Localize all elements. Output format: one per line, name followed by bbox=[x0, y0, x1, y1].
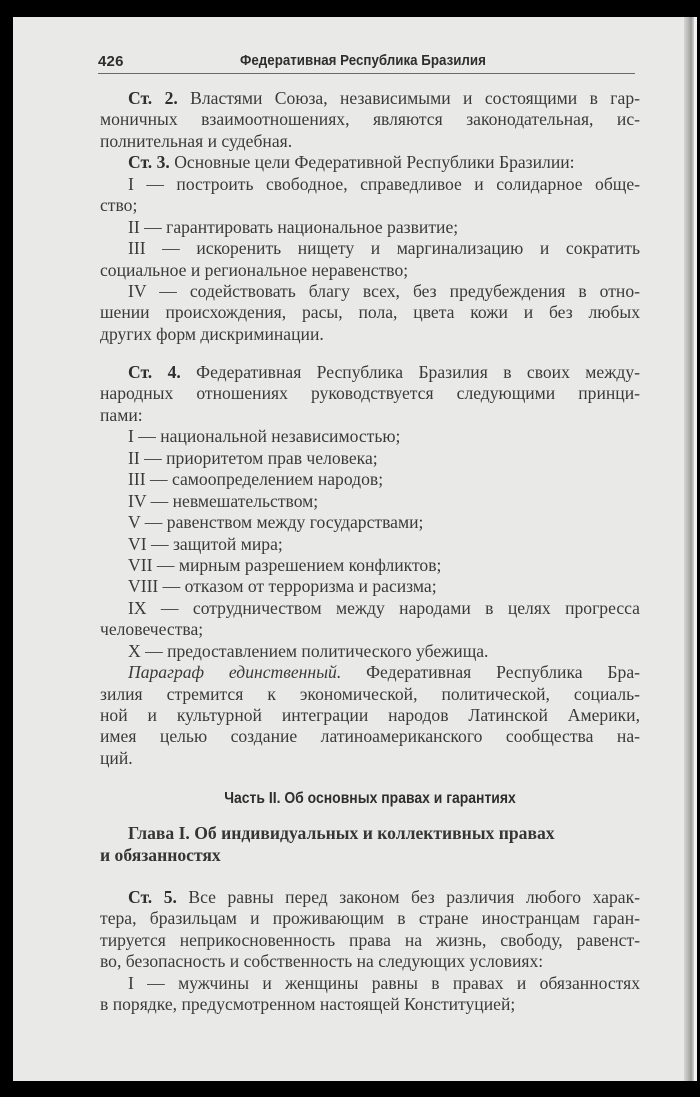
art4-label: Ст. 4. bbox=[128, 362, 181, 382]
art4-item-9-line-1: IX — сотрудничеством между народами в целях прогресса bbox=[128, 597, 640, 618]
art3-item-2: II — гарантировать национальное развитие; bbox=[128, 216, 459, 237]
art4-line-3: пами: bbox=[100, 404, 143, 425]
article-5 bbox=[100, 887, 640, 1016]
art4-item-4: IV — невмешательством; bbox=[128, 490, 319, 511]
art4-item-8: VIII — отказом от терроризма и расизма; bbox=[128, 576, 437, 597]
article-4 bbox=[100, 362, 640, 769]
page-spine-shadow bbox=[684, 17, 694, 1081]
art4-item-2: II — приоритетом прав человека; bbox=[128, 447, 378, 468]
chapter-heading bbox=[100, 822, 640, 866]
page-number: 426 bbox=[98, 53, 124, 70]
art3-item-4-line-1: IV — содействовать благу всех, без предубеждения в отно- bbox=[128, 280, 640, 301]
art3-item-4-line-3: других форм дискриминации. bbox=[100, 323, 324, 344]
art4-item-5: V — равенством между государствами; bbox=[128, 512, 424, 533]
part-heading: Часть II. Об основных правах и гарантиях bbox=[224, 790, 516, 807]
art4-item-10: X — предоставлением политического убежища. bbox=[128, 640, 489, 661]
art4-item-1: I — национальной независимостью; bbox=[128, 426, 401, 447]
art2-line-2: моничных взаимоотношениях, являются законодательная, ис- bbox=[100, 109, 640, 130]
header-rule bbox=[98, 73, 635, 74]
art5-item-1-line-1: I — мужчины и женщины равны в правах и обязанностях bbox=[128, 972, 640, 993]
art3-item-3-line-2: социальное и региональное неравенство; bbox=[100, 259, 409, 280]
art3-item-1-line-1: I — построить свободное, справедливое и солидарное обще- bbox=[128, 173, 640, 194]
art5-line-1: Ст. 5. Все равны перед законом без различия любого харак- bbox=[128, 887, 640, 907]
art4-paragraph-line-5: ций. bbox=[100, 747, 133, 768]
art5-line-3: тируется неприкосновенность права на жизнь, свободу, равенст- bbox=[100, 929, 640, 950]
art5-label: Ст. 5. bbox=[128, 887, 177, 907]
art3-item-1-line-2: ство; bbox=[100, 195, 138, 216]
art4-item-3: III — самоопределением народов; bbox=[128, 469, 384, 490]
art4-item-7: VII — мирным разрешением конфликтов; bbox=[128, 554, 442, 575]
art4-paragraph-line-1: Параграф единственный. Федеративная Республика Бра- bbox=[128, 662, 640, 683]
art4-line-2: народных отношениях руководствуется следующими принци- bbox=[100, 383, 640, 404]
art4-paragraph-line-2: зилия стремится к экономической, политической, социаль- bbox=[100, 683, 640, 704]
art4-line-1: Ст. 4. Федеративная Республика Бразилия в своих между- bbox=[128, 362, 640, 382]
art5-line-4: во, безопасность и собственность на следующих условиях: bbox=[100, 951, 544, 972]
art4-item-9-line-2: человечества; bbox=[100, 619, 204, 640]
art3-item-4-line-2: шении происхождения, расы, пола, цвета кожи и без любых bbox=[100, 302, 640, 323]
art2-line-3: полнительная и судебная. bbox=[100, 130, 293, 151]
art3-intro: Ст. 3. Основные цели Федеративной Республики Бразилии: bbox=[128, 152, 575, 173]
art2-label: Ст. 2. bbox=[128, 88, 178, 108]
art5-item-1-line-2: в порядке, предусмотренном настоящей Конституцией; bbox=[100, 994, 516, 1015]
chapter-heading-line-2: и обязанностях bbox=[100, 845, 221, 865]
running-title: Федеративная Республика Бразилия bbox=[240, 53, 486, 69]
art2-line-1: Ст. 2. Властями Союза, независимыми и состоящими в гар- bbox=[128, 88, 640, 108]
art4-paragraph-label: Параграф единственный. bbox=[128, 662, 342, 683]
art3-item-3-line-1: III — искоренить нищету и маргинализацию и сократить bbox=[128, 238, 640, 259]
chapter-heading-line-1: Глава I. Об индивидуальных и коллективных правах bbox=[128, 823, 555, 843]
page-edge bbox=[694, 17, 697, 1081]
art4-item-6: VI — защитой мира; bbox=[128, 533, 283, 554]
articles-2-3 bbox=[100, 88, 640, 345]
art4-paragraph-line-4: имея целью создание латиноамериканского сообщества на- bbox=[100, 726, 640, 747]
art3-label: Ст. 3. bbox=[128, 152, 170, 173]
art5-line-2: тера, бразильцам и проживающим в стране иностранцам гаран- bbox=[100, 908, 640, 929]
art4-paragraph-line-3: ной и культурной интеграции народов Латинской Америки, bbox=[100, 705, 640, 725]
